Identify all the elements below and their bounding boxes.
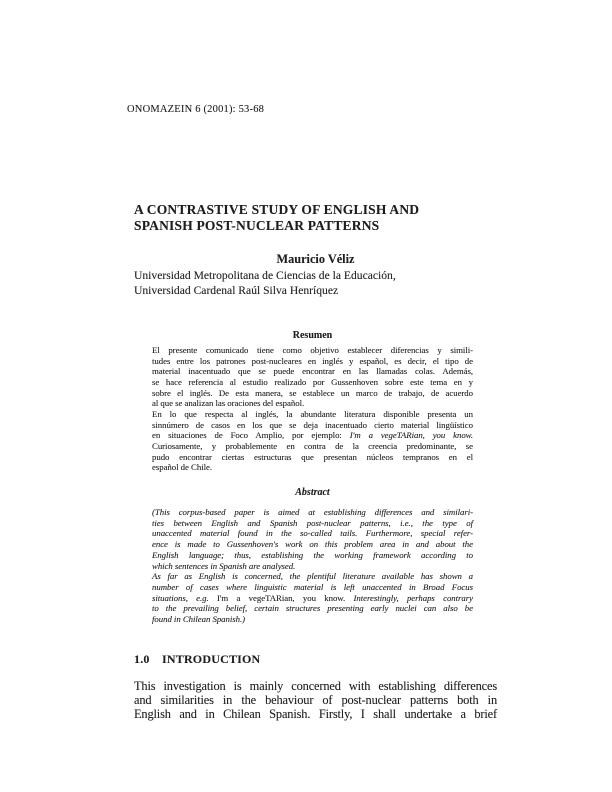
author-affiliation — [134, 269, 497, 298]
text-line: ence is made to Gussenhoven's work on this problem area in and about the — [152, 539, 473, 550]
text-line: SPANISH POST-NUCLEAR PATTERNS — [134, 217, 380, 233]
text-line: español de Chile. — [152, 462, 212, 473]
text-line: (This corpus-based paper is aimed at establishing differences and similari- — [152, 507, 473, 517]
text-line: En lo que respecta al inglés, la abundante literatura disponible presenta un — [152, 408, 473, 419]
text-line: and similarities in the behaviour of post-nuclear patterns both in — [134, 693, 497, 708]
section-heading — [134, 652, 497, 666]
text-line: As far as English is concerned, the plentiful literature available has shown a — [152, 571, 473, 582]
text-line: found in Chilean Spanish.) — [152, 614, 246, 625]
abstract-heading: Abstract — [295, 487, 330, 498]
text-line: Universidad Metropolitana de Ciencias de la Educación, — [134, 269, 396, 282]
text-line: material inacentuado que se puede encontrar en las llamadas colas. Además, — [152, 366, 473, 377]
page-title — [134, 202, 497, 233]
section-number: 1.0 — [134, 652, 150, 666]
text-line: This investigation is mainly concerned with establishing differences — [134, 679, 497, 693]
text-line: situations, e.g. I'm a vegeTARian, you know. Interestingly, perhaps contrary — [152, 592, 474, 603]
abstract-text — [152, 507, 473, 625]
text-line: al que se analizan las oraciones del español. — [152, 398, 305, 409]
section-title: INTRODUCTION — [162, 652, 261, 666]
text-line: number of cases where linguistic material is left unaccented in Broad Focus — [152, 581, 473, 592]
text-line: unaccented material found in the so-called tails. Furthermore, special refer- — [152, 528, 473, 539]
text-line: se hace referencia al estudio realizado por Gussenhoven sobre este tema en y — [152, 376, 473, 387]
text-line: El presente comunicado tiene como objetivo establecer diferencias y simili- — [152, 345, 473, 355]
text-line: tudes entre los patrones post-nucleares en inglés y español, es decir, el tipo de — [152, 355, 473, 366]
author-name: Mauricio Véliz — [276, 252, 355, 266]
text-line: which sentences in Spanish are analysed. — [152, 560, 296, 571]
text-line: sinnúmero de casos en los que se deja inacentuado cierto material lingüístico — [152, 419, 473, 430]
text-line: pudo encontrar ciertas estructuras que presentan núcleos tempranos en el — [152, 451, 473, 462]
text-line: Universidad Cardenal Raúl Silva Henríquez — [134, 283, 339, 297]
text-line: A CONTRASTIVE STUDY OF ENGLISH AND — [134, 202, 420, 217]
text-line: English language; thus, establishing the working framework according to — [152, 549, 473, 560]
text-line: ties between English and Spanish post-nuclear patterns, i.e., the type of — [152, 517, 473, 528]
text-line: Curiosamente, y probablemente en contra de la creencia predominante, se — [152, 440, 473, 451]
text-line: sobre el inglés. De esta manera, se establece un marco de trabajo, de acuerdo — [152, 387, 473, 398]
resumen-text — [152, 345, 473, 473]
text-line: English and in Chilean Spanish. Firstly, I shall undertake a brief — [134, 707, 497, 722]
body-paragraph — [134, 679, 497, 722]
resumen-heading: Resumen — [292, 330, 333, 341]
text-line: to the prevailing belief, certain structures presenting early nuclei can also be — [152, 603, 473, 614]
text-line: en situaciones de Foco Amplio, por ejemplo: I'm a vegeTARian, you know. — [152, 430, 473, 441]
journal-header: ONOMAZEIN 6 (2001): 53-68 — [127, 104, 265, 115]
